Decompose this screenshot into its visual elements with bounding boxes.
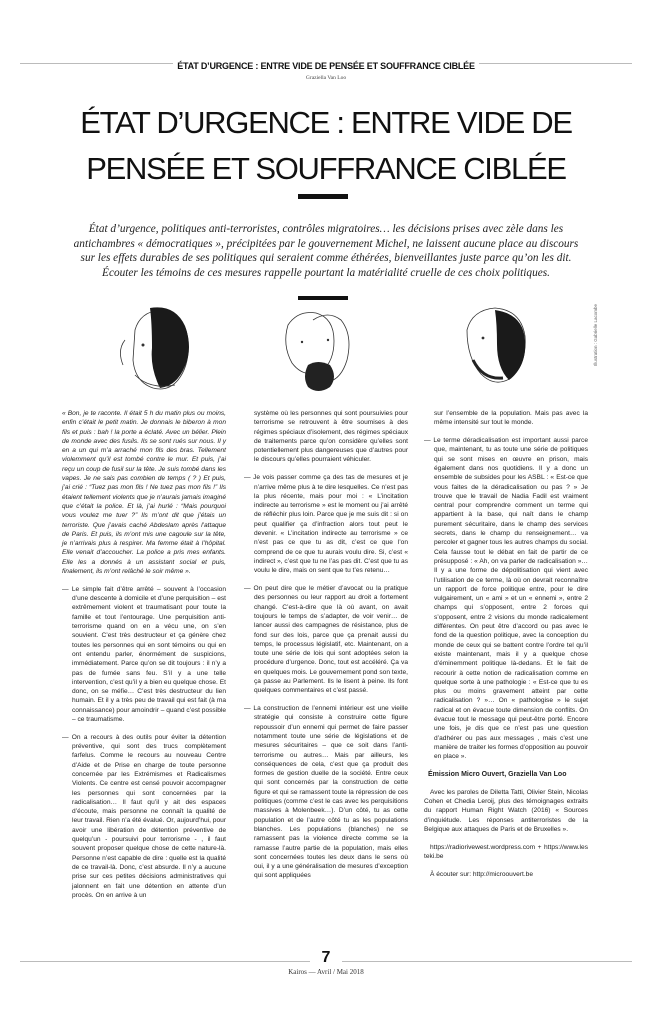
credits-paragraph: Avec les paroles de Diletta Tatti, Olivier Stein, Nicolas Cohen et Chedia Leroij, plus des témoignages extraits du rapport Human Right Watch (2016) « Sources d’inquiétude. Les réponses antiterroristes de la Belgique aux attaques de Paris et de Bruxelles ».: [424, 788, 588, 833]
illustration-face-dark: [105, 300, 205, 395]
paragraph: — Le simple fait d’être arrêté – souvent à l’occasion d’une descente à domicile et d’une perquisition – est extrêmement violent et traumatisant pour toute la famille et tout l’entourage. Une perquisition anti-terrorisme quand on en a vécu une, on s’en souvient. C’est très destructeur et ça génère chez toutes les personnes qui en sont témoins ou qui en ont entendu parler, énormément de suspicions, immédiatement. Parce qu’on se dit toujours : il n’y a pas de fumée sans feu. S’il y a une telle intervention, c’est qu’il y a bien eu quelque chose. Et donc, on se méfie… C’est très destructeur du lien humain. Et il y a très peu de travail qui est fait (à ma connaissance) pour amoindrir – quand c’est possible – ce traumatisme.: [62, 585, 226, 723]
illustration-masked-face: [445, 300, 545, 395]
links[interactable]: https://radiorivewest.wordpress.com + https://www.lesteki.be: [424, 843, 588, 861]
paragraph: sur l’ensemble de la population. Mais pas avec la même intensité sur tout le monde.: [434, 410, 588, 427]
paragraph: — On a recours à des outils pour éviter la détention préventive, qui sont des trucs complètement farfelus. Comme le recours au nouveau Centre d’Aide et de Prise en charge de toute personne concernée par les Extrémismes et Radicalismes Violents. Ce centre est censé pouvoir accompagner les personnes qui sont concernées par la radicalisation… Il faut qu’il y ait des espaces d’écoute, mais personne ne connaît la qualité de leur travail. Rien n’a été évalué. Or, aujourd’hui, pour avoir une libération de détention préventive de quelqu’un - poursuivi pour terrorisme - , il faut souvent proposer quelque chose de cette nature-là. Personne n’est capable de dire : quelle est la qualité de ce travail-là. Donc, c’est absurde. Il n’y a aucune prise sur ces petites décisions administratives qui jalonnent en fait une détention en attente d’un procès. On en arrive à un: [62, 733, 226, 899]
divider: [342, 961, 632, 962]
author: Graziella Van Loo: [305, 75, 347, 81]
column-2: [244, 409, 408, 889]
sign-off: Émission Micro Ouvert, Graziella Van Loo: [428, 770, 567, 778]
divider: [298, 194, 348, 199]
paragraph: « Bon, je te raconte. Il était 5 h du matin plus ou moins, enfin c’était le petit matin. Je donnais le biberon à mon fils et puis : bah ! la porte a éclaté. Avec un bélier. Plein de monde avec des fusils. Ils se sont rués sur nous. Il y en a un qui m’a arraché mon fils des bras. Tellement violemment qu’il est tombé contre le mur. Et puis, j’ai reçu un coup de fusil sur la tête. Je suis tombé dans les vapes. Je ne sais pas combien de temps ( ? ) Et puis, j’ai crié : “Tuez pas mon fils ! Ne tuez pas mon fils !” Ils étaient tellement violents que je n’aurais jamais imaginé que c’était la police. Et là, j’ai hurlé : “Mais pourquoi vous voulez me tuer ?” Ils m’ont dit que j’étais un terroriste. Que j’avais caché Abdeslam après l’attaque de Paris. Et puis, ils m’ont mis une cagoule sur la tête, je n’arrivais plus à respirer. Ma femme était à l’hôpital. Elle venait d’accoucher. La police a pris mes enfants. Elle les a donnés à un assistant social et puis, finalement, ils m’ont relâché le soir même ».: [62, 410, 226, 576]
title-line: ÉTAT D’URGENCE : ENTRE VIDE DE: [80, 105, 572, 140]
title-line: PENSÉE ET SOUFFRANCE CIBLÉE: [86, 151, 566, 186]
page-number: 7: [316, 949, 337, 967]
column-1: [62, 409, 226, 909]
paragraph: — La construction de l’ennemi intérieur est une vieille stratégie qui consiste à construire cette figure repoussoir d’un ennemi qui permet de faire passer notamment toute une série de législations et de mesures sécuritaires – que ce soit dans l’anti-terrorisme ou autres… Mais par ailleurs, les conséquences de cela, c’est que ça produit des formes de gestion duelle de la société. Entre ceux qui sont concernés par la construction de cette figure et qui se ramassent toute la répression de ces politiques (comme c’est le cas avec les perquisitions massives à Molenbeek…). D’un côté, tu as cette population et de l’autre côté tu as les populations blanches. Les populations (blanches) ne se ramassent pas la violence directe comme se la ramasse l’autre partie de la population, mais elles sont concernées toutes les deux dans le sens où oui, il y a une généralisation de mesures d’exception qui sont appliquées: [244, 705, 408, 880]
footer: [0, 949, 652, 976]
paragraph: — On peut dire que le métier d’avocat ou la pratique des personnes ou leur rapport au droit a fortement changé. C’est-à-dire que là où avant, on avait toujours le temps de s’adapter, de voir venir… de lancer aussi des campagnes de résistance, plus de fond sur des lois, parce que ça prenait aussi du temps, le processus législatif, etc. Maintenant, on a toute une série de lois qui sont adoptées selon la procédure d’urgence. Donc, tout est accéléré. Ça va en quelques mois. Le gouvernement pond son texte, ça passe au Parlement. Ils le lisent à peine. Ils font quelques commentaires et c’est passé.: [244, 585, 408, 695]
running-head: [0, 56, 652, 81]
running-title: ÉTAT D’URGENCE : ENTRE VIDE DE PENSÉE ET SOUFFRANCE CIBLÉE: [173, 61, 479, 71]
paragraph: — Le terme déradicalisation est important aussi parce que, maintenant, tu as toute une série de politiques qui se sont mises en œuvre en prison, mais également dans nos quotidiens. Il y a donc un ensemble de subsides pour les ASBL : « Est-ce que vous faites de la déradicalisation ou pas ? » Je trouve que le travail de Nadia Fadil est vraiment central pour comprendre comment un terme qui appartient à la base, qui naît dans le champ purement sécuritaire, dans le champ des services secrets, dans le champ du renseignement… va percoler et gagner tous les autres champs du social. Cela fausse tout le débat en fait de partir de ce présupposé : « Ah, on va parler de radicalisation »… Il y a une forme de dépolitisation qui vient avec l’utilisation de ce terme, là où on devrait reconnaître un rapport de force politique entre, pour le dire vulgairement, un « ami » et un « ennemi », entre 2 champs qui s’opposent, entre 2 forces qui s’opposent, entre 2 visions du monde radicalement différentes. On peut être d’accord ou pas avec le fond de la question politique, avec la conception du monde de ceux qui se battent contre l’ordre tel qu’il existe maintenant, mais il y a quelque chose d’éminemment politique là-dedans. Et le fait de recourir à cette notion de radicalisation comme en quelque sorte à une pathologie : « Est-ce que tu es plus ou moins gravement atteint par cette radicalisation ? »… On « pathologise » le sujet radical et on évacue toute dimension de conflits. On évacue tout le message qui peut-être porté. Encore une fois, je dis que ce n’est pas une question d’adhérer ou pas aux messages , mais c’est une manière de traiter les formes d’opposition au pouvoir en place ».: [424, 437, 588, 761]
issue-info: Kairos — Avril / Mai 2018: [288, 968, 364, 976]
intro: État d’urgence, politiques anti-terroristes, contrôles migratoires… les décisions prises avec zèle dans les antichambres « démocratiques », précipitées par le gouvernement Michel, ne laissent aucune place au discours sur les effets durables de ses politiques qui seraient comme éthérées, bienveillantes juste parce qu’on les dit. Écouter les témoins de ces mesures rappelle pourtant la matérialité cruelle de ces choix politiques.: [73, 223, 579, 279]
page-title: [40, 100, 612, 192]
illustration-credit: Illustration : Gabrielle Lacombe: [593, 303, 598, 366]
paragraph: — Je vois passer comme ça des tas de mesures et je n’arrive même plus à te dire lesquelles. Ce n’est pas la plus récente, mais pour moi : « L’incitation indirecte au terrorisme » est le moment ou j’ai arrêté de réfléchir plus loin. Parce que je me suis dit : si on peut qualifier ça d’infraction alors tout peut le devenir. « L’incitation indirecte au terrorisme » ce n’est pas ce que tu as dit, c’est ce que l’on comprend de ce que tu aurais voulu dire. Si, c’est « indirect », c’est que tu ne l’as pas dit. C’est que tu as voulu le dire, mais on sent que tu t’es retenu…: [244, 474, 408, 575]
illustration-two-faces: [268, 300, 368, 395]
listen-link[interactable]: À écouter sur: http://microouvert.be: [430, 870, 533, 878]
paragraph: système où les personnes qui sont poursuivies pour terrorisme se retrouvent à être soumises à des régimes spéciaux d’isolement, des régimes spéciaux de traitements parce qu’on considère qu’elles sont potentiellement plus dangereuses que d’autres pour le discours qu’elles pourraient véhiculer.: [254, 410, 408, 464]
divider: [20, 961, 310, 962]
column-3: [424, 409, 588, 888]
